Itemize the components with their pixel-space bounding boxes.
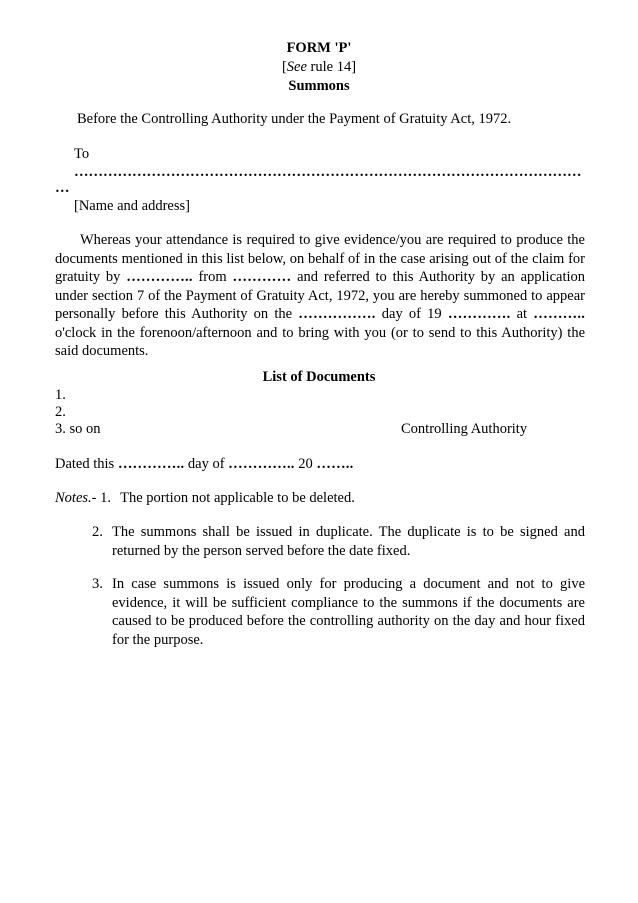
document-item-2: 2. (55, 404, 66, 420)
notes-label: Notes. (55, 490, 92, 506)
para-part-6: o'clock in the forenoon/afternoon and to bring with you (or to send to this Authority) the said documents. (55, 324, 585, 359)
dated-year: 20 (294, 456, 317, 472)
note-3-text: In case summons is issued only for producing a document and not to give evidence, it will be sufficient compliance to the summons if the documents are caused to be produced before the controlling authority on the day and hour fixed for the purpose. (112, 576, 585, 648)
documents-heading: List of Documents (262, 369, 376, 385)
document-item-1: 1. (55, 387, 66, 403)
blank-claimant: ………….. (126, 269, 193, 285)
note-1-text: The portion not applicable to be deleted. (120, 490, 355, 506)
dated-label: Dated this (55, 456, 118, 472)
blank-time: ……….. (533, 306, 586, 322)
blank-date: ……………. (298, 306, 376, 322)
dated-day-of: day of (184, 456, 229, 472)
note-3-number: 3. (92, 576, 103, 592)
address-placeholder: [Name and address] (74, 198, 190, 214)
dated-blank-month: ………….. (228, 456, 295, 472)
summons-paragraph (55, 231, 585, 361)
notes-dash: - (91, 490, 101, 506)
para-part-3: and referred to this Authority by an application under section 7 of the Payment of Gratuity Act, 1972, you are hereby summoned to appear personally before this Authority on the (55, 269, 585, 322)
form-subtitle: Summons (288, 78, 350, 94)
para-part-1: Whereas your attendance is required to give evidence/you are required to produce the documents mentioned in this list below, on behalf of in the case arising out of the claim for gratuity by (55, 232, 585, 285)
para-part-5: at (510, 306, 534, 322)
form-title: FORM 'P' (286, 40, 352, 56)
rule-see: See (286, 59, 307, 75)
rule-reference (0, 58, 638, 77)
address-dots-line1: …………………………………………………………………………………………… (74, 164, 582, 180)
para-part-2: from (192, 269, 233, 285)
note-2-text: The summons shall be issued in duplicate. The duplicate is to be signed and returned by the person served before the date fixed. (112, 524, 585, 559)
intro-line: Before the Controlling Authority under the Payment of Gratuity Act, 1972. (77, 111, 512, 127)
rule-open: [ (281, 59, 287, 75)
address-dots-line2: … (55, 180, 70, 196)
to-label: To (74, 146, 90, 162)
note-1 (55, 489, 355, 508)
note-1-number: 1. (100, 490, 111, 506)
rule-text: rule 14] (306, 59, 357, 75)
blank-year: …………. (447, 306, 511, 322)
dated-blank-year: …….. (316, 456, 354, 472)
note-2 (92, 523, 585, 560)
note-3 (92, 575, 585, 649)
note-2-number: 2. (92, 524, 103, 540)
para-part-4: day of 19 (375, 306, 448, 322)
signatory-label: Controlling Authority (401, 421, 528, 437)
dated-line (55, 455, 353, 474)
dated-blank-day: ………….. (117, 456, 185, 472)
blank-employer: ………… (232, 269, 292, 285)
document-item-3: 3. so on (55, 421, 101, 437)
